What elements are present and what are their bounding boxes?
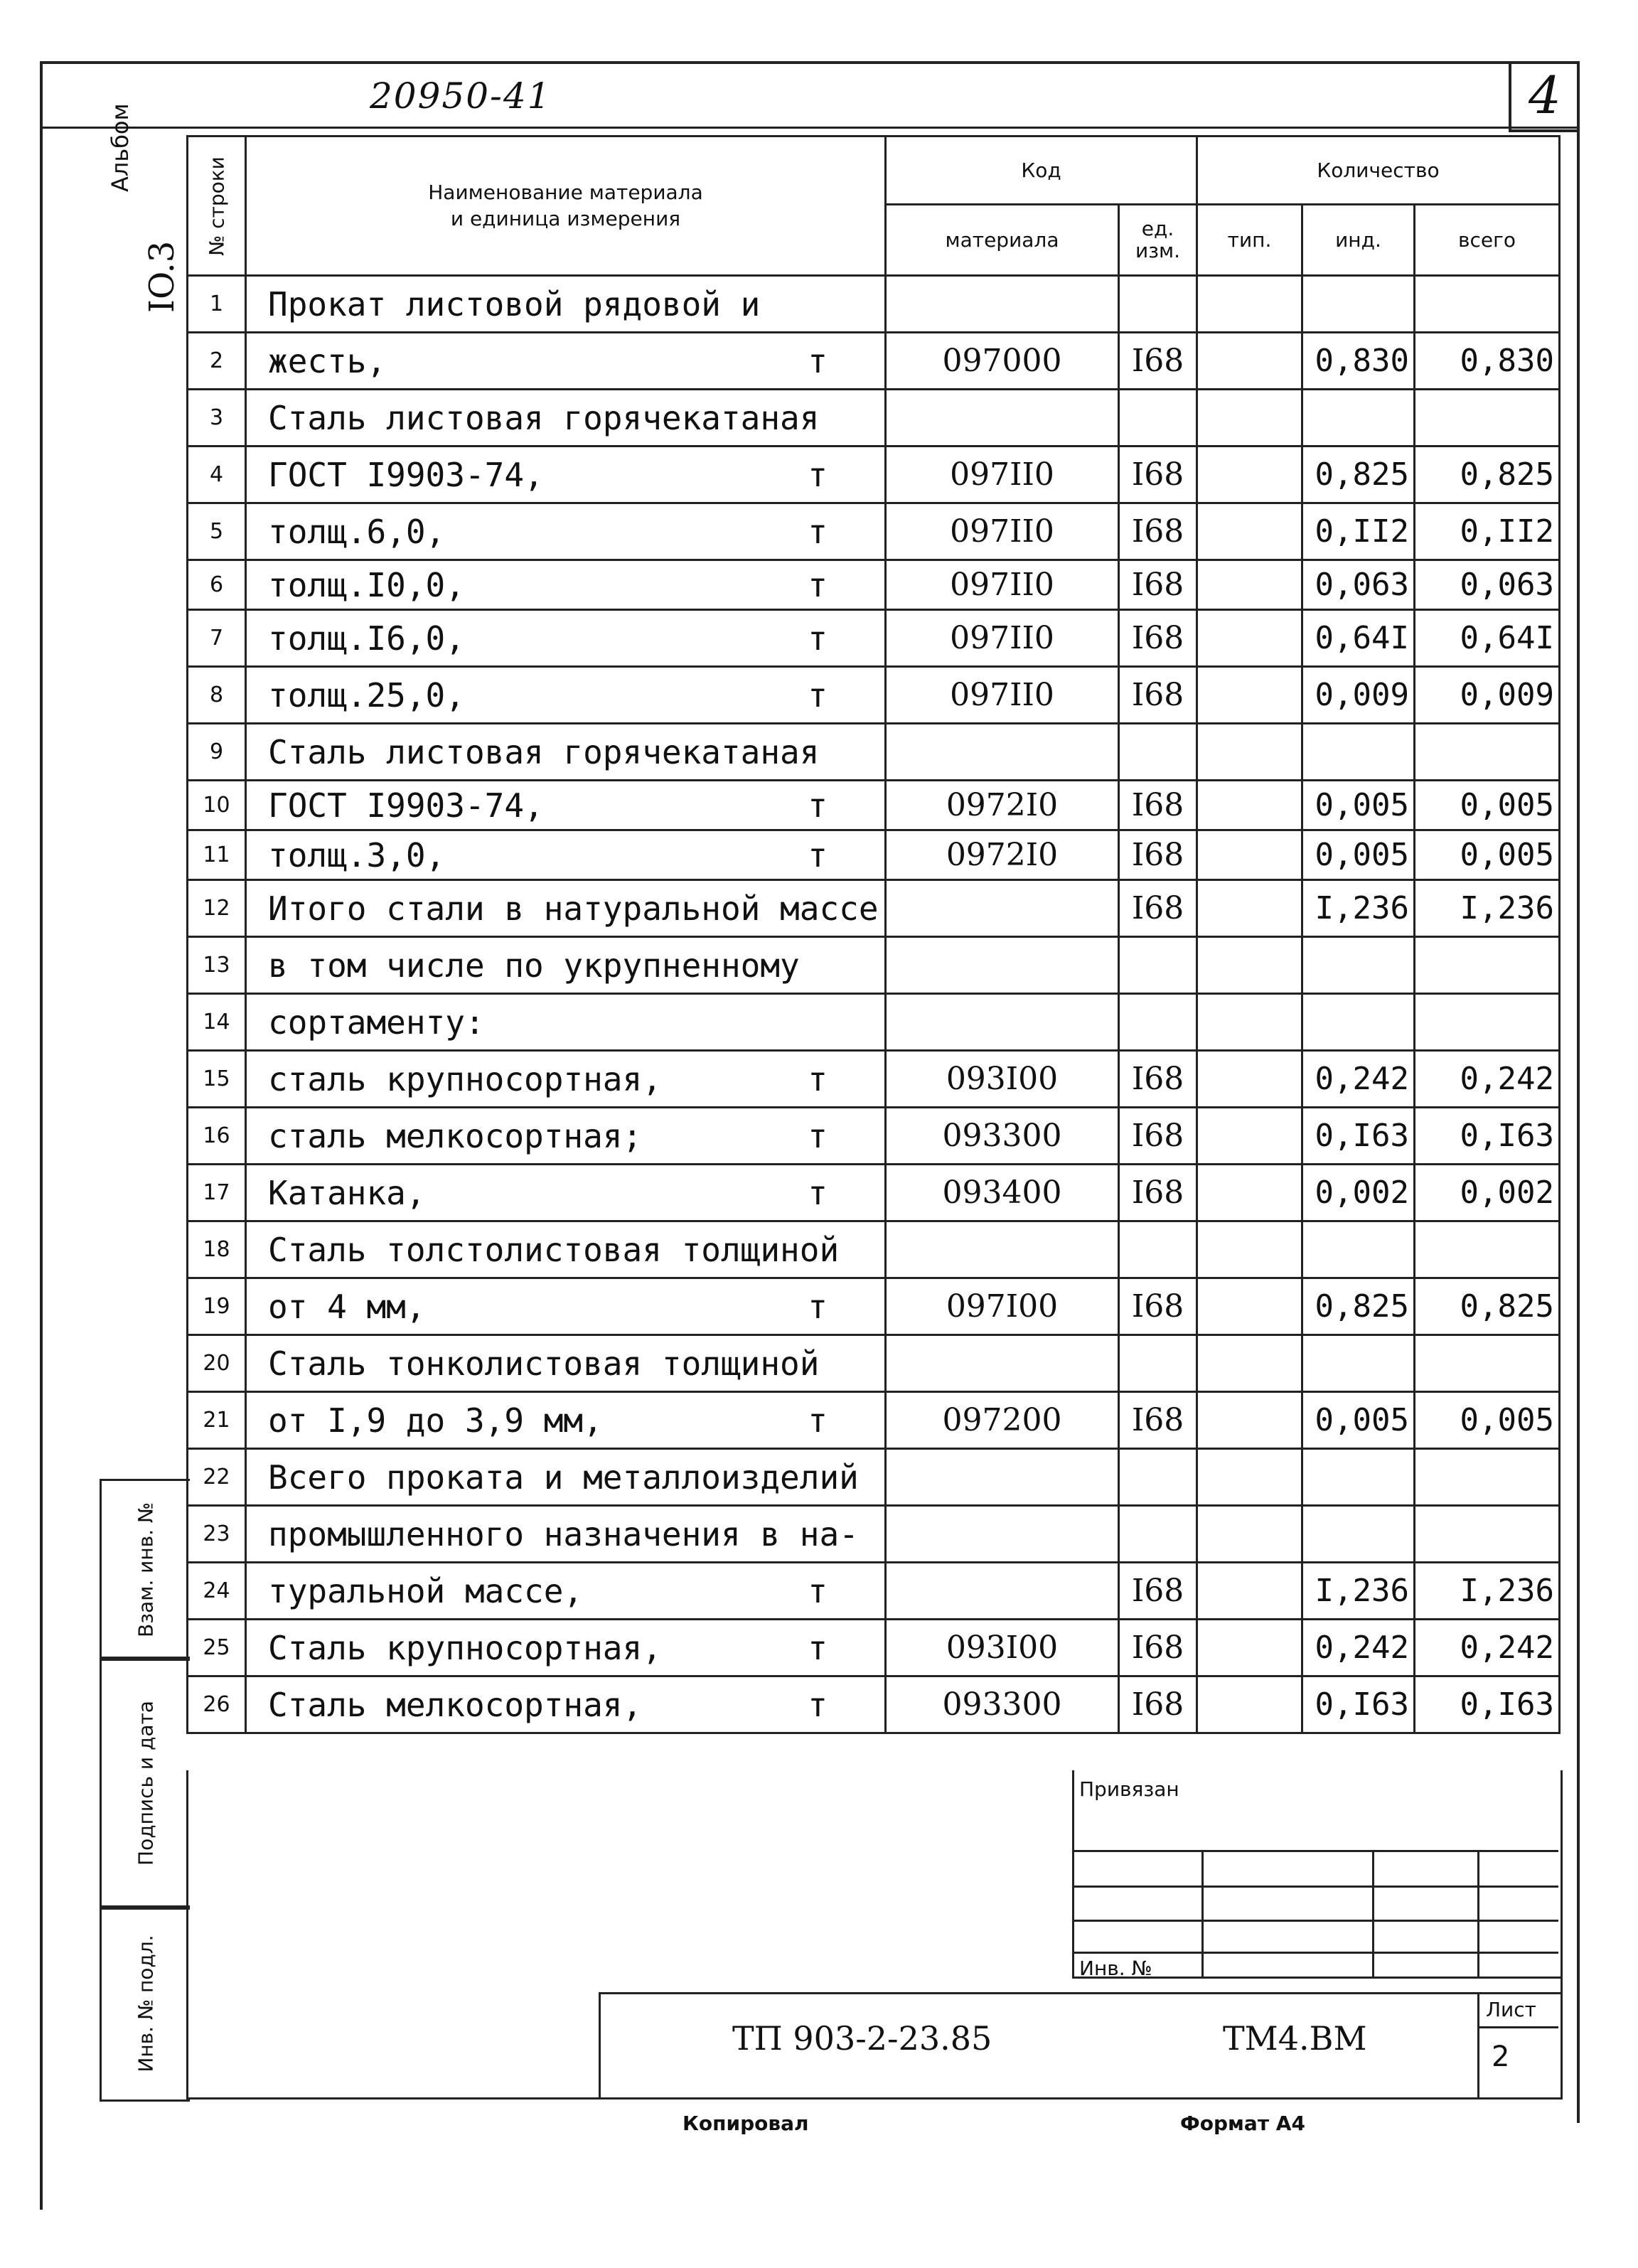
unit-label: т [808,512,828,551]
material-name [246,390,886,446]
material-name-text: Сталь толстолистовая толщиной [268,1230,840,1269]
qty-ind [1302,994,1415,1051]
unit-code [1119,1221,1197,1278]
material-name-text: толщ.I0,0, [268,565,465,604]
qty-ind: 0,005 [1302,1392,1415,1449]
table-row [188,1506,1560,1563]
stamp-signature-date-label: Подпись и дата [134,1701,158,1866]
row-number: 7 [188,610,246,667]
material-code: 093I00 [886,1051,1119,1108]
qty-total: 0,I63 [1415,1108,1560,1165]
material-name [246,781,886,830]
material-name [246,446,886,503]
row-number: 18 [188,1221,246,1278]
table-row [188,1392,1560,1449]
qty-typ [1197,390,1302,446]
material-code [886,880,1119,937]
qty-ind: 0,825 [1302,446,1415,503]
qty-ind: 0,II2 [1302,503,1415,560]
qty-typ [1197,880,1302,937]
material-code: 097II0 [886,610,1119,667]
materials-table [186,135,1561,1734]
qty-typ [1197,781,1302,830]
material-code: 093I00 [886,1620,1119,1676]
unit-label: т [808,1401,828,1440]
material-code: 093300 [886,1676,1119,1733]
qty-total [1415,1335,1560,1392]
row-number: 23 [188,1506,246,1563]
qty-typ [1197,560,1302,610]
material-name-text: Сталь мелкосортная, [268,1685,643,1724]
unit-code: I68 [1119,1392,1197,1449]
qty-typ [1197,937,1302,994]
qty-ind: 0,830 [1302,333,1415,390]
material-name-text: сталь крупносортная, [268,1059,662,1098]
row-number: 9 [188,724,246,781]
material-name-text: от 4 мм, [268,1287,426,1326]
header-row-number: № строки [188,137,246,276]
table-row [188,1335,1560,1392]
table-row [188,781,1560,830]
qty-total: I,236 [1415,1563,1560,1620]
table-row [188,390,1560,446]
unit-label: т [808,675,828,715]
material-name [246,503,886,560]
unit-code: I68 [1119,560,1197,610]
unit-label: т [808,341,828,380]
unit-code [1119,724,1197,781]
qty-ind: 0,825 [1302,1278,1415,1335]
unit-code [1119,1335,1197,1392]
header-qty-ind: инд. [1302,205,1415,276]
unit-code: I68 [1119,880,1197,937]
unit-code: I68 [1119,1278,1197,1335]
header-quantity: Количество [1197,137,1560,205]
qty-total: 0,825 [1415,446,1560,503]
material-name [246,830,886,880]
right-border [1577,61,1580,2123]
table-row [188,994,1560,1051]
unit-code: I68 [1119,333,1197,390]
material-name [246,1620,886,1676]
row-number: 6 [188,560,246,610]
qty-typ [1197,333,1302,390]
material-code: 097I00 [886,1278,1119,1335]
qty-typ [1197,1620,1302,1676]
qty-total [1415,994,1560,1051]
stamp-inv-podl-label: Инв. № подл. [134,1935,158,2072]
material-name [246,1676,886,1733]
material-code: 097200 [886,1392,1119,1449]
unit-label: т [808,1571,828,1610]
qty-total: 0,242 [1415,1051,1560,1108]
table-row [188,880,1560,937]
qty-ind: 0,64I [1302,610,1415,667]
material-code [886,724,1119,781]
unit-label: т [808,835,828,874]
qty-ind [1302,276,1415,333]
album-label: Альбом [107,103,134,192]
qty-total: 0,005 [1415,1392,1560,1449]
qty-total: 0,005 [1415,781,1560,830]
material-name [246,724,886,781]
material-name [246,276,886,333]
material-name-text: толщ.25,0, [268,675,465,715]
qty-typ [1197,446,1302,503]
unit-label: т [808,455,828,494]
material-name-text: толщ.3,0, [268,835,446,874]
material-name-text: Сталь тонколистовая толщиной [268,1344,820,1383]
qty-ind [1302,1221,1415,1278]
material-name [246,1392,886,1449]
material-name-text: ГОСТ I9903-74, [268,455,544,494]
material-code [886,994,1119,1051]
material-name [246,1051,886,1108]
material-code: 097II0 [886,667,1119,724]
privyazan-line-2 [1072,1885,1558,1888]
header-code-material: материала [886,205,1119,276]
row-number: 17 [188,1165,246,1221]
material-name-text: Итого стали в натуральной массе [268,889,879,928]
unit-code: I68 [1119,610,1197,667]
copied-by-label: Копировал [682,2112,809,2135]
stamp-inv-podl [100,1905,190,2102]
qty-total: 0,005 [1415,830,1560,880]
stamp-vzam-inv [100,1479,190,1661]
qty-total: 0,063 [1415,560,1560,610]
qty-ind: 0,005 [1302,781,1415,830]
qty-ind: 0,242 [1302,1620,1415,1676]
qty-ind [1302,1506,1415,1563]
qty-total [1415,724,1560,781]
format-label: Формат А4 [1180,2112,1305,2135]
material-code: 093400 [886,1165,1119,1221]
qty-typ [1197,276,1302,333]
unit-label: т [808,619,828,658]
qty-typ [1197,1676,1302,1733]
qty-total [1415,390,1560,446]
qty-ind: 0,005 [1302,830,1415,880]
table-row [188,1108,1560,1165]
unit-code [1119,1506,1197,1563]
header-qty-typ: тип. [1197,205,1302,276]
unit-code [1119,390,1197,446]
unit-label: т [808,565,828,604]
table-row [188,667,1560,724]
material-name-text: Прокат листовой рядовой и [268,284,761,323]
qty-ind: 0,063 [1302,560,1415,610]
qty-typ [1197,610,1302,667]
material-code [886,1506,1119,1563]
qty-typ [1197,1335,1302,1392]
table-row [188,610,1560,667]
unit-code [1119,276,1197,333]
table-row [188,1165,1560,1221]
table-row [188,333,1560,390]
table-row [188,1221,1560,1278]
privyazan-line-1 [1072,1850,1558,1852]
material-name [246,1335,886,1392]
row-number: 19 [188,1278,246,1335]
row-number: 2 [188,333,246,390]
qty-ind: 0,I63 [1302,1108,1415,1165]
material-name-text: Всего проката и металлоизделий [268,1457,859,1497]
row-number: 21 [188,1392,246,1449]
qty-total: 0,830 [1415,333,1560,390]
stamp-signature-date [100,1657,190,1910]
table-row [188,830,1560,880]
row-number: 16 [188,1108,246,1165]
qty-total: 0,64I [1415,610,1560,667]
table-row [188,446,1560,503]
material-name-text: от I,9 до 3,9 мм, [268,1401,603,1440]
material-name [246,1449,886,1506]
qty-typ [1197,1221,1302,1278]
table-row [188,276,1560,333]
top-divider [40,127,1580,129]
stamp-vzam-inv-label: Взам. инв. № [134,1502,158,1638]
sheet-number: 2 [1492,2040,1510,2073]
unit-code: I68 [1119,1051,1197,1108]
privyazan-line-3 [1072,1920,1558,1922]
row-number: 3 [188,390,246,446]
material-name [246,667,886,724]
row-number: 22 [188,1449,246,1506]
qty-total: I,236 [1415,880,1560,937]
material-name-text: в том числе по укрупненному [268,946,800,985]
row-number: 10 [188,781,246,830]
unit-code: I68 [1119,667,1197,724]
header-material-name: Наименование материала и единица измерения [246,137,886,276]
material-code: 0972I0 [886,781,1119,830]
privyazan-vline-1 [1201,1850,1204,1977]
table-row [188,560,1560,610]
qty-total: 0,825 [1415,1278,1560,1335]
material-name [246,937,886,994]
qty-typ [1197,503,1302,560]
header-code: Код [886,137,1197,205]
table-row [188,1620,1560,1676]
privyazan-label: Привязан [1079,1777,1179,1801]
table-row [188,1051,1560,1108]
qty-typ [1197,1563,1302,1620]
unit-code: I68 [1119,503,1197,560]
row-number: 12 [188,880,246,937]
material-name-text: ГОСТ I9903-74, [268,786,544,825]
row-number: 24 [188,1563,246,1620]
qty-typ [1197,1392,1302,1449]
material-code [886,1449,1119,1506]
material-name [246,560,886,610]
row-number: 5 [188,503,246,560]
qty-total [1415,1221,1560,1278]
page-number: 4 [1529,65,1561,125]
unit-code: I68 [1119,1165,1197,1221]
qty-ind: 0,009 [1302,667,1415,724]
qty-typ [1197,830,1302,880]
material-name [246,880,886,937]
table-row [188,724,1560,781]
qty-ind [1302,1335,1415,1392]
unit-label: т [808,1628,828,1667]
unit-code: I68 [1119,1563,1197,1620]
material-name-text: Сталь крупносортная, [268,1628,662,1667]
qty-typ [1197,667,1302,724]
designation: ТП 903-2-23.85 [732,2019,992,2058]
row-number: 8 [188,667,246,724]
row-number: 26 [188,1676,246,1733]
row-number: 25 [188,1620,246,1676]
row-number: 13 [188,937,246,994]
privyazan-vline-2 [1372,1850,1374,1977]
qty-ind: 0,I63 [1302,1676,1415,1733]
material-name-text: Сталь листовая горячекатаная [268,398,820,437]
qty-total [1415,937,1560,994]
material-name [246,610,886,667]
qty-ind: I,236 [1302,880,1415,937]
qty-ind [1302,724,1415,781]
unit-code: I68 [1119,1676,1197,1733]
table-row [188,503,1560,560]
material-name-text: толщ.I6,0, [268,619,465,658]
row-number: 4 [188,446,246,503]
privyazan-line-4 [1072,1952,1558,1954]
material-name-text: жесть, [268,341,387,380]
unit-label: т [808,1116,828,1155]
table-row [188,937,1560,994]
table-row [188,1563,1560,1620]
material-name-text: Сталь листовая горячекатаная [268,732,820,771]
unit-code: I68 [1119,446,1197,503]
privyazan-block [1072,1770,1561,1979]
qty-ind: 0,242 [1302,1051,1415,1108]
row-number: 11 [188,830,246,880]
unit-label: т [808,786,828,825]
qty-total [1415,1449,1560,1506]
material-name [246,1108,886,1165]
material-name [246,1506,886,1563]
material-code: 093300 [886,1108,1119,1165]
qty-total [1415,276,1560,333]
material-code: 0972I0 [886,830,1119,880]
qty-typ [1197,1449,1302,1506]
material-name-text: сортаменту: [268,1002,485,1042]
qty-typ [1197,994,1302,1051]
qty-ind [1302,390,1415,446]
material-name [246,1221,886,1278]
unit-label: т [808,1173,828,1212]
material-name-text: толщ.6,0, [268,512,446,551]
qty-typ [1197,1051,1302,1108]
material-code [886,1563,1119,1620]
unit-label: т [808,1059,828,1098]
unit-code: I68 [1119,1620,1197,1676]
material-name-text: Катанка, [268,1173,426,1212]
qty-typ [1197,1108,1302,1165]
privyazan-vline-3 [1477,1850,1479,1977]
inv-no-label: Инв. № [1079,1957,1152,1980]
table-row [188,1278,1560,1335]
sheet-label: Лист [1486,1998,1536,2021]
unit-code [1119,994,1197,1051]
material-code [886,1335,1119,1392]
qty-total [1415,1506,1560,1563]
qty-typ [1197,1278,1302,1335]
document-code: 20950-41 [370,75,552,117]
unit-code [1119,937,1197,994]
material-code [886,937,1119,994]
qty-typ [1197,1165,1302,1221]
unit-label: т [808,1287,828,1326]
material-code: 097II0 [886,446,1119,503]
material-code [886,390,1119,446]
unit-code: I68 [1119,781,1197,830]
qty-ind [1302,937,1415,994]
document-designation: ТМ4.ВМ [1223,2019,1367,2058]
material-code [886,276,1119,333]
row-number: 1 [188,276,246,333]
qty-total: 0,I63 [1415,1676,1560,1733]
qty-typ [1197,1506,1302,1563]
header-code-unit: ед. изм. [1119,205,1197,276]
qty-total: 0,II2 [1415,503,1560,560]
qty-typ [1197,724,1302,781]
material-name [246,1165,886,1221]
qty-total: 0,242 [1415,1620,1560,1676]
qty-ind [1302,1449,1415,1506]
sheet-divider [1477,2026,1558,2028]
material-name-text: туральной массе, [268,1571,584,1610]
qty-ind: 0,002 [1302,1165,1415,1221]
qty-total: 0,002 [1415,1165,1560,1221]
album-number: IO.3 [142,240,182,313]
material-name [246,1563,886,1620]
unit-code [1119,1449,1197,1506]
material-name-text: промышленного назначения в на- [268,1514,859,1553]
material-code [886,1221,1119,1278]
material-code: 097000 [886,333,1119,390]
qty-ind: I,236 [1302,1563,1415,1620]
unit-code: I68 [1119,1108,1197,1165]
material-name [246,994,886,1051]
unit-label: т [808,1685,828,1724]
table-row [188,1449,1560,1506]
qty-total: 0,009 [1415,667,1560,724]
material-code: 097II0 [886,560,1119,610]
row-number: 14 [188,994,246,1051]
material-name [246,333,886,390]
material-code: 097II0 [886,503,1119,560]
material-name-text: сталь мелкосортная; [268,1116,643,1155]
table-row [188,1676,1560,1733]
material-name [246,1278,886,1335]
unit-code: I68 [1119,830,1197,880]
row-number: 15 [188,1051,246,1108]
row-number: 20 [188,1335,246,1392]
header-qty-total: всего [1415,205,1560,276]
